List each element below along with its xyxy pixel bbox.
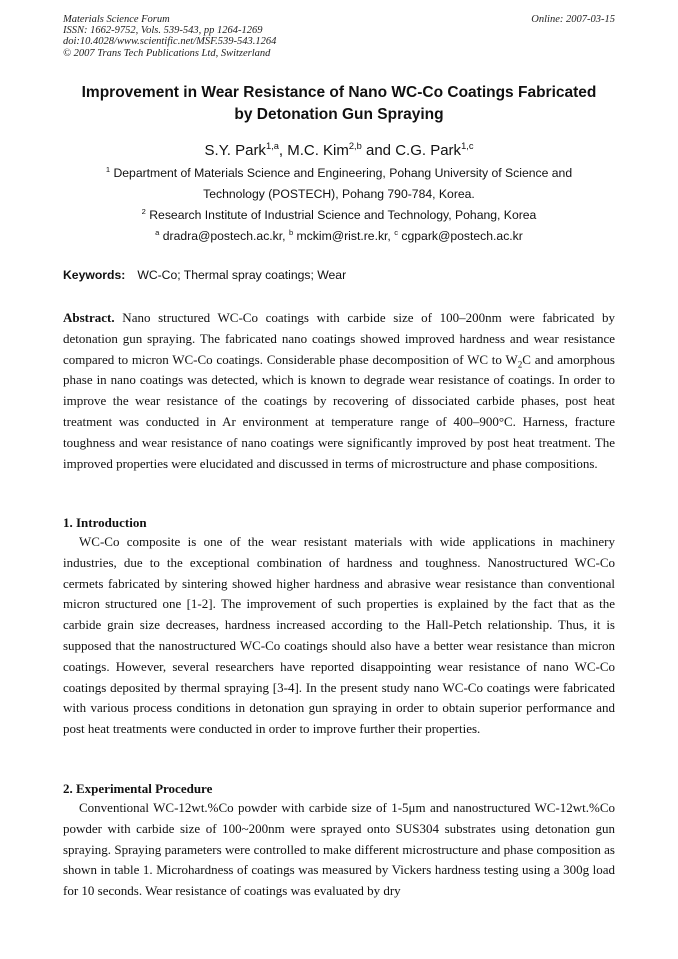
author-sep-1: , xyxy=(278,142,288,159)
title-line-2: by Detonation Gun Spraying xyxy=(234,106,444,123)
author-3-sup: 1,c xyxy=(461,141,474,151)
aff-2-number: 2 xyxy=(141,206,146,216)
aff-1-line-1: Department of Materials Science and Engineering, Pohang University of Science and xyxy=(113,166,573,180)
keywords xyxy=(63,268,346,282)
author-2-sup: 2,b xyxy=(348,141,362,151)
aff-1-number: 1 xyxy=(105,164,111,174)
title-line-1: Improvement in Wear Resistance of Nano WC-Co Coatings Fabricated xyxy=(81,84,597,101)
section-heading-introduction: 1. Introduction xyxy=(63,515,147,530)
abstract-text-2: C and amorphous phase in nano coatings was detected, which is known to degrade wear resistance of coatings. In order to improve the wear resistance of the coatings by recovering of dissociated carbide phases, post heat treatment was conducted in Ar environment at temperature range of 400–900°C. Harness, fracture toughness and wear resistance of nano coatings were significantly improved by post heat treatment. The improved properties were elucidated and discussed in terms of microstructure and phase compositions. xyxy=(63,351,615,471)
email-a[interactable]: dradra@postech.ac.kr, xyxy=(162,229,289,243)
aff-1-line-2: Technology (POSTECH), Pohang 790-784, Korea. xyxy=(203,187,475,201)
author-2: M.C. Kim xyxy=(287,142,349,159)
email-a-sup: a xyxy=(155,227,160,237)
experimental-paragraph: Conventional WC-12wt.%Co powder with carbide size of 1-5μm and nanostructured WC-12wt.%Co powder with carbide size of 100~200nm were sprayed onto SUS304 substrates using detonation gun spraying. Spraying parameters were controlled to make different microstructure and phase composition as shown in table 1. Microhardness of coatings was measured by Vickers hardness testing using a 300g load for 10 seconds. Wear resistance of coatings was evaluated by dry xyxy=(63,800,615,899)
keywords-label: Keywords: xyxy=(63,268,126,282)
copyright-line: © 2007 Trans Tech Publications Ltd, Switzerland xyxy=(63,47,271,59)
abstract xyxy=(63,308,615,474)
abstract-label: Abstract. xyxy=(63,310,115,325)
doi-line: doi:10.4028/www.scientific.net/MSF.539-543.1264 xyxy=(63,36,277,48)
affiliation-1 xyxy=(63,163,615,205)
introduction-paragraph: WC-Co composite is one of the wear resistant materials with wide applications in machinery industries, due to the exceptional combination of hardness and toughness. Nanostructured WC-Co cermets fabricated by sintering showed higher hardness and abrasive wear resistance than conventional micron structured one [1-2]. The improvement of such properties is explained by the fact that as the carbide grain size decreases, hardness increased according to the Hall-Petch relationship. Thus, it is supposed that the nanostructured WC-Co coatings should also have a better wear resistance than micron coatings. However, several researchers have reported disappointing wear resistance of nano WC-Co coatings deposited by thermal spraying [3-4]. In the present study nano WC-Co coatings were fabricated with various process conditions in detonation gun spraying in order to obtain superior performance and post heat treatments were conducted in order to improve further their properties. xyxy=(63,534,615,737)
keywords-text: WC-Co; Thermal spray coatings; Wear xyxy=(137,268,347,282)
author-3: C.G. Park xyxy=(395,142,462,159)
author-1-sup: 1,a xyxy=(265,141,279,151)
issn-line: ISSN: 1662-9752, Vols. 539-543, pp 1264-1269 xyxy=(63,25,263,37)
author-sep-2: and xyxy=(361,142,396,159)
abstract-text-1: Nano structured WC-Co coatings with carbide size of 100–200nm were fabricated by detonation gun spraying. The fabricated nano coatings showed improved hardness and wear resistance compared to micron WC-Co coatings. Considerable phase decomposition of WC to W xyxy=(63,310,615,367)
author-1: S.Y. Park xyxy=(204,142,266,159)
aff-2-text: Research Institute of Industrial Science and Technology, Pohang, Korea xyxy=(149,208,537,222)
email-c-sup: c xyxy=(394,227,398,237)
email-b-sup: b xyxy=(288,227,294,237)
online-date: Online: 2007-03-15 xyxy=(531,14,615,25)
author-list xyxy=(63,142,615,159)
abstract-subscript: 2 xyxy=(517,359,523,370)
email-line xyxy=(63,226,615,247)
email-c[interactable]: cgpark@postech.ac.kr xyxy=(401,229,523,243)
email-b[interactable]: mckim@rist.re.kr, xyxy=(296,229,395,243)
journal-header xyxy=(63,14,615,59)
section-heading-experimental: 2. Experimental Procedure xyxy=(63,781,213,796)
journal-name: Materials Science Forum xyxy=(63,14,170,25)
affiliation-2 xyxy=(63,205,615,226)
paper-title xyxy=(63,82,615,126)
